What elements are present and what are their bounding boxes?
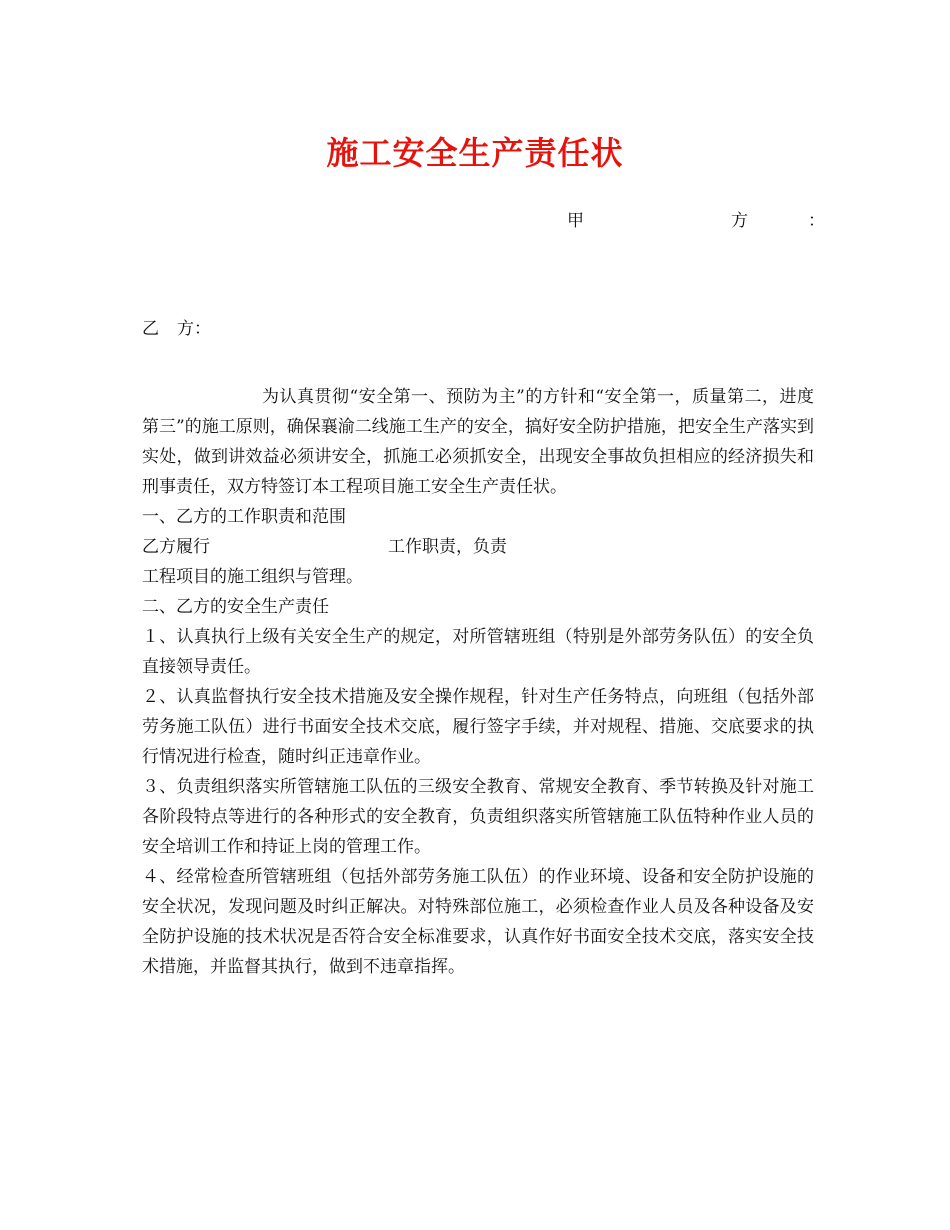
duty-line	[142, 532, 814, 562]
party-b-label-char-2: 方：	[177, 319, 211, 339]
intro-paragraph: 为认真贯彻“安全第一、预防为主”的方针和“安全第一，质量第二，进度第三”的施工原则，确保襄渝二线施工生产的安全，搞好安全防护措施，把安全生产落实到实处，做到讲效益必须讲安全，抓施工必须抓安全，出现安全事故负担相应的经济损失和刑事责任，双方特签订本工程项目施工安全生产责任状。	[142, 387, 814, 497]
section-2-heading: 二、乙方的安全生产责任	[142, 597, 329, 617]
list-item: １、认真执行上级有关安全生产的规定，对所管辖班组（特别是外部劳务队伍）的安全负直接领导责任。	[142, 627, 814, 677]
list-item: ３、负责组织落实所管辖施工队伍的三级安全教育、常规安全教育、季节转换及针对施工各阶段特点等进行的各种形式的安全教育，负责组织落实所管辖施工队伍特种作业人员的安全培训工作和持证上岗的管理工作。	[142, 777, 814, 857]
party-a-colon: ：	[808, 211, 825, 231]
list-item: ４、经常检查所管辖班组（包括外部劳务施工队伍）的作业环境、设备和安全防护设施的安全状况，发现问题及时纠正解决。对特殊部位施工，必须检查作业人员及各种设备及安全防护设施的技术状况是否符合安全标准要求，认真作好书面安全技术交底，落实安全技术措施，并监督其执行，做到不违章指挥。	[142, 867, 814, 977]
list-item: ２、认真监督执行安全技术措施及安全操作规程，针对生产任务特点，向班组（包括外部劳务施工队伍）进行书面安全技术交底，履行签字手续，并对规程、措施、交底要求的执行情况进行检查，随时纠正违章作业。	[142, 687, 814, 767]
document-title: 施工安全生产责任状	[326, 134, 624, 172]
party-a-label-char-1: 甲	[567, 211, 584, 231]
party-b-label-char-1: 乙	[142, 319, 159, 339]
section-1-heading: 一、乙方的工作职责和范围	[142, 507, 346, 527]
document-body	[142, 382, 814, 982]
duty-line-2: 工程项目的施工组织与管理。	[142, 567, 363, 587]
party-b-label	[142, 318, 211, 340]
party-a-label-char-2: 方	[731, 211, 748, 231]
duty-line-start: 乙方履行	[142, 537, 210, 557]
duty-line-end: 工作职责，负责	[388, 537, 507, 557]
